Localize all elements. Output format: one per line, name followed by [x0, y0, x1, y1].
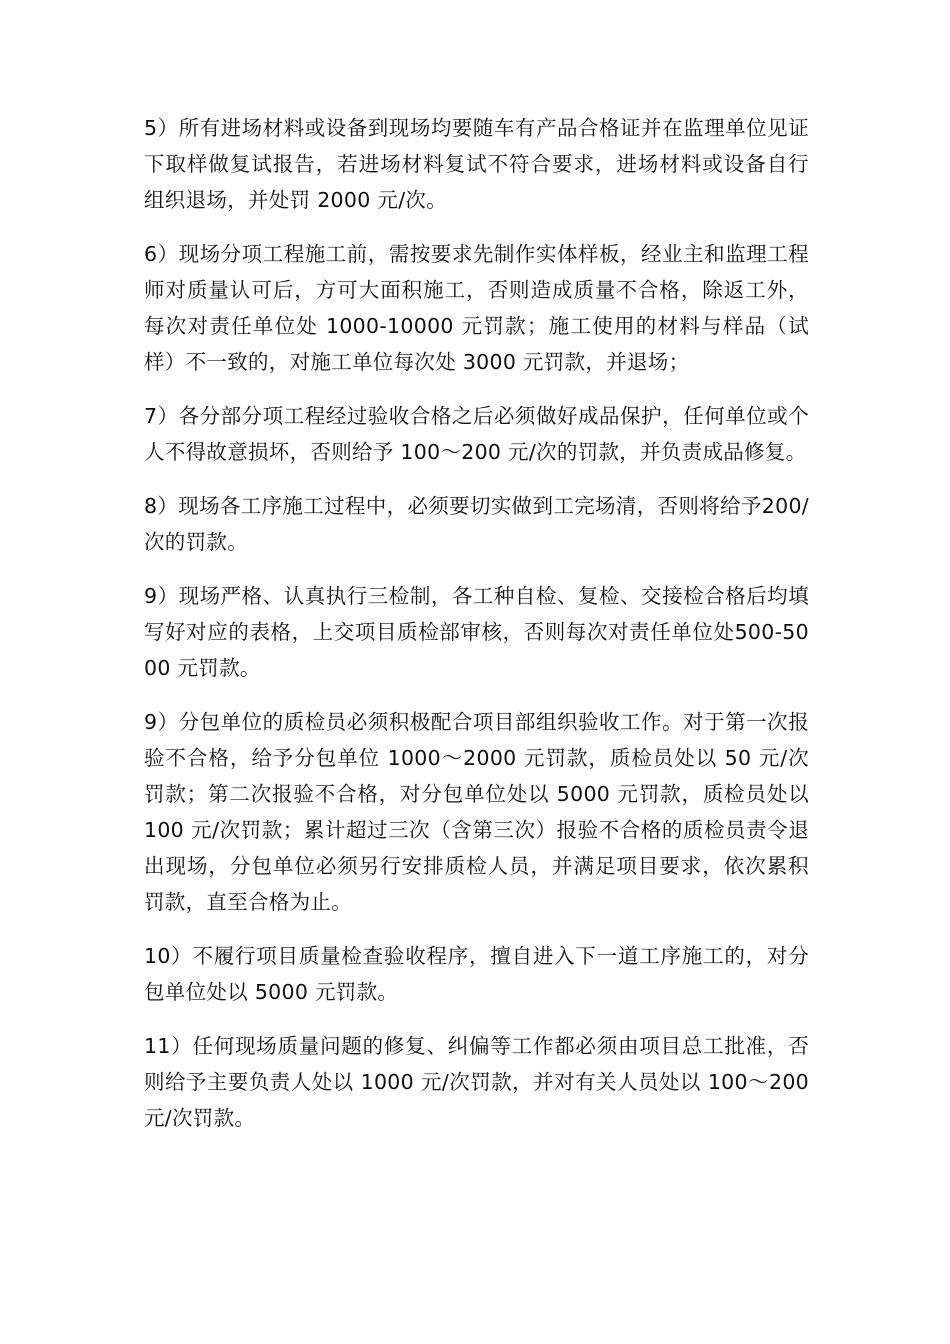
- paragraph-item-10-inspection-procedure: 10）不履行项目质量检查验收程序，擅自进入下一道工序施工的，对分包单位处以 5000 元罚款。: [144, 944, 809, 1004]
- paragraph-item-6-sample-board: 6）现场分项工程施工前，需按要求先制作实体样板，经业主和监理工程师对质量认可后，方可大面积施工，否则造成质量不合格，除返工外，每次对责任单位处 1000-10000 元罚款；施工使用的材料与样品（试样）不一致的，对施工单位每次处 3000 元罚款，并退场；: [144, 242, 809, 374]
- paragraph-item-7-product-protection: 7）各分部分项工程经过验收合格之后必须做好成品保护，任何单位或个人不得故意损坏，否则给予 100～200 元/次的罚款，并负责成品修复。: [144, 404, 809, 464]
- paragraph-item-11-repair-approval: 11）任何现场质量问题的修复、纠偏等工作都必须由项目总工批准，否则给予主要负责人处以 1000 元/次罚款，并对有关人员处以 100～200 元/次罚款。: [144, 1034, 809, 1130]
- paragraph-item-8-site-cleanup: 8）现场各工序施工过程中，必须要切实做到工完场清，否则将给予200/次的罚款。: [144, 494, 809, 554]
- paragraph-item-9-three-inspections: 9）现场严格、认真执行三检制，各工种自检、复检、交接检合格后均填写好对应的表格，上交项目质检部审核，否则每次对责任单位处500-5000 元罚款。: [144, 584, 809, 680]
- paragraph-item-5-materials: 5）所有进场材料或设备到现场均要随车有产品合格证并在监理单位见证下取样做复试报告，若进场材料复试不符合要求，进场材料或设备自行组织退场，并处罚 2000 元/次。: [144, 116, 809, 212]
- document-body: [144, 110, 809, 1154]
- paragraph-item-9-quality-inspector: 9）分包单位的质检员必须积极配合项目部组织验收工作。对于第一次报验不合格，给予分包单位 1000～2000 元罚款，质检员处以 50 元/次罚款；第二次报验不合格，对分包单位处以 5000 元罚款，质检员处以 100 元/次罚款；累计超过三次（含第三次）报验不合格的质检员责令退出现场，分包单位必须另行安排质检人员，并满足项目要求，依次累积罚款，直至合格为止。: [144, 710, 809, 914]
